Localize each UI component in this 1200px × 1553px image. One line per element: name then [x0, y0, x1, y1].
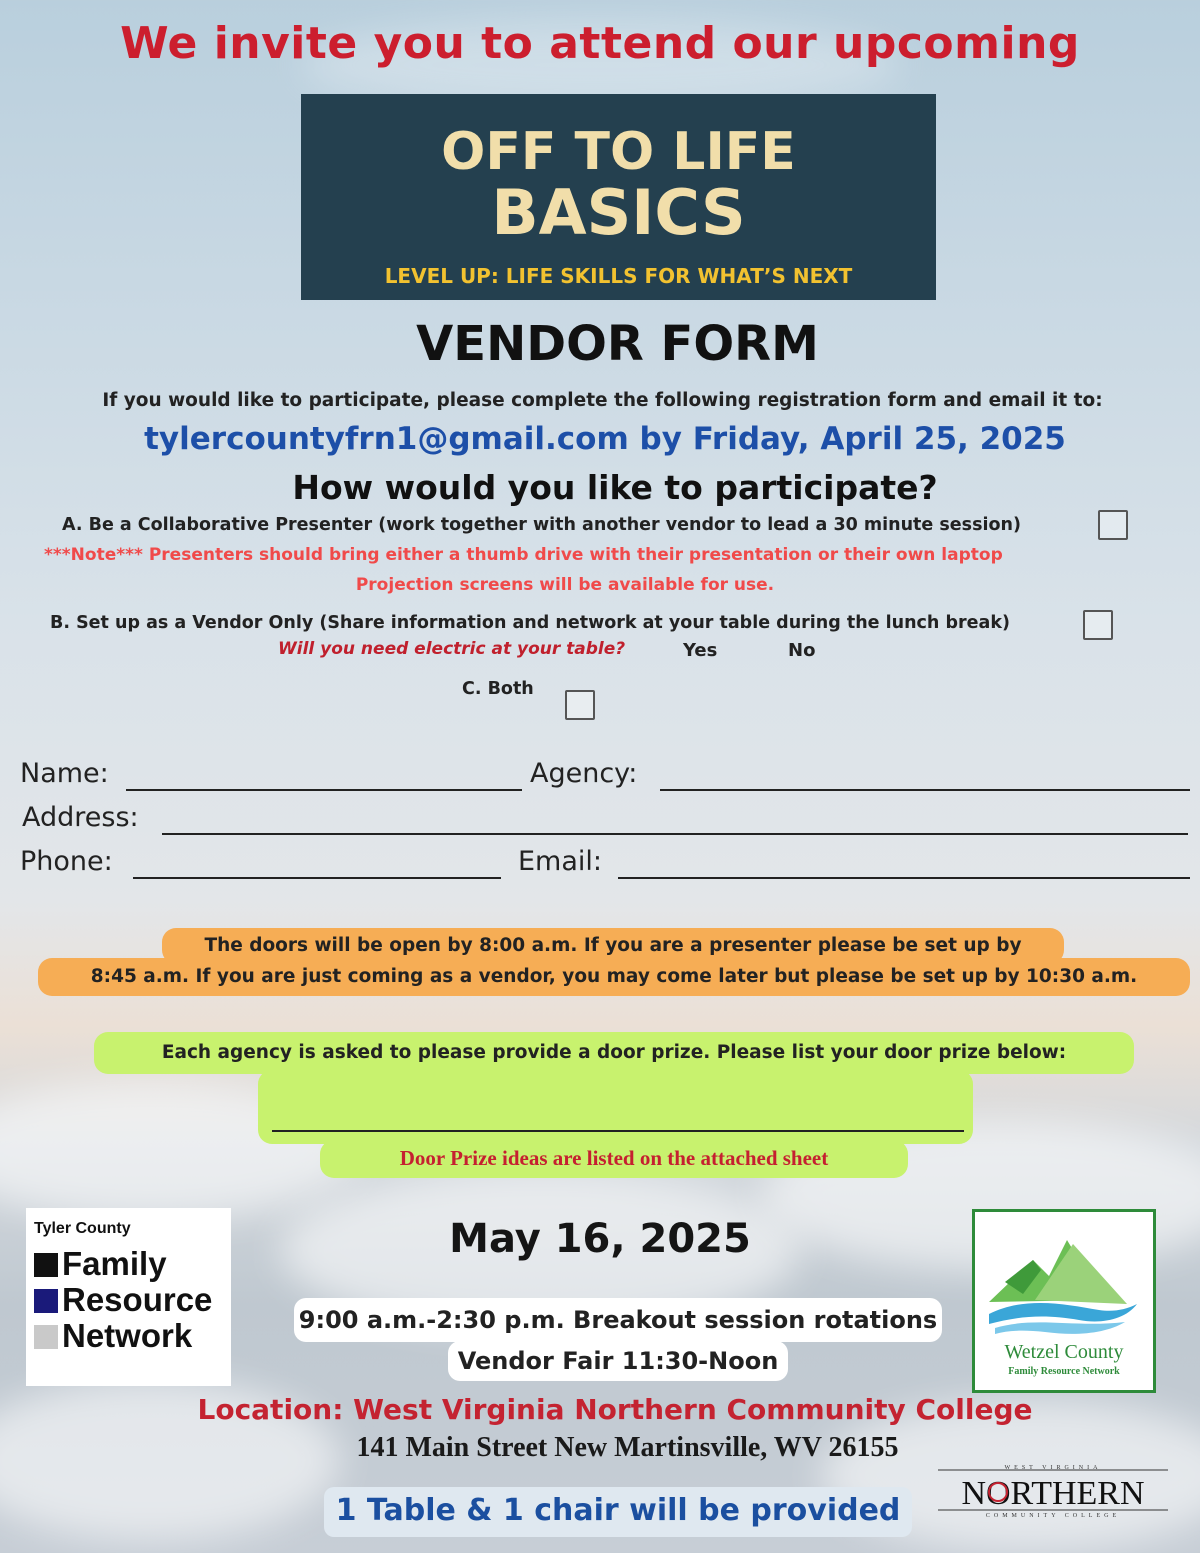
arrival-info-line1: The doors will be open by 8:00 a.m. If you are a presenter please be set up by: [162, 928, 1064, 964]
event-title-line2: BASICS: [491, 176, 746, 249]
email-label: Email:: [518, 846, 603, 877]
option-b-label: B. Set up as a Vendor Only (Share information and network at your table during the lunch break): [50, 613, 1010, 633]
option-b-checkbox[interactable]: [1083, 610, 1113, 640]
logo-text: NORTHERN: [961, 1475, 1145, 1512]
event-times: 9:00 a.m.-2:30 p.m. Breakout session rotations: [294, 1298, 942, 1342]
logo-text: Family Resource Network: [1008, 1366, 1120, 1377]
door-prize-box: [258, 1070, 973, 1144]
option-c-label: C. Both: [462, 679, 534, 699]
logo-text: Resource: [62, 1281, 213, 1318]
event-address: 141 Main Street New Martinsville, WV 26155: [356, 1432, 899, 1463]
electric-yes-option[interactable]: Yes: [683, 640, 718, 661]
form-intro: If you would like to participate, please complete the following registration form and email it to:: [102, 390, 1103, 411]
door-prize-field[interactable]: [272, 1130, 964, 1132]
event-location: Location: West Virginia Northern Community College: [197, 1393, 1033, 1426]
event-title-line1: OFF TO LIFE: [441, 122, 796, 182]
logo-text: WEST VIRGINIA: [1004, 1465, 1102, 1471]
wetzel-county-frn-logo: [972, 1209, 1156, 1393]
logo-row: [34, 1318, 192, 1354]
electric-question: Will you need electric at your table?: [278, 639, 626, 659]
option-a-label: A. Be a Collaborative Presenter (work together with another vendor to lead a 30 minute session): [62, 515, 1021, 535]
agency-label: Agency:: [530, 758, 638, 789]
name-field[interactable]: [126, 789, 522, 791]
event-title-banner: [301, 94, 936, 300]
northern-wordmark-icon: [936, 1464, 1170, 1518]
logo-row: [34, 1282, 212, 1318]
event-date: May 16, 2025: [449, 1216, 751, 1262]
event-subtitle: LEVEL UP: LIFE SKILLS FOR WHAT’S NEXT: [384, 264, 853, 288]
mountain-wave-icon: [975, 1212, 1153, 1390]
phone-label: Phone:: [20, 846, 113, 877]
email-deadline-link[interactable]: tylercountyfrn1@gmail.com by Friday, April 25, 2025: [144, 421, 1066, 457]
wv-northern-logo: [936, 1464, 1170, 1518]
option-a-checkbox[interactable]: [1098, 510, 1128, 540]
logo-text: Network: [62, 1317, 193, 1354]
presenter-note: ***Note*** Presenters should bring either a thumb drive with their presentation or their own laptop: [44, 545, 1003, 565]
invite-heading: We invite you to attend our upcoming: [120, 18, 1080, 69]
address-field[interactable]: [162, 833, 1188, 835]
email-field[interactable]: [618, 877, 1190, 879]
arrival-info-line2: 8:45 a.m. If you are just coming as a vendor, you may come later but please be set up by 10:30 a.m.: [38, 958, 1190, 996]
electric-no-option[interactable]: No: [788, 640, 816, 661]
door-prize-request: Each agency is asked to please provide a door prize. Please list your door prize below:: [94, 1032, 1134, 1074]
logo-text: Tyler County: [34, 1220, 131, 1237]
phone-field[interactable]: [133, 877, 501, 879]
square-icon: [34, 1325, 58, 1349]
form-heading: VENDOR FORM: [416, 316, 819, 372]
address-label: Address:: [22, 802, 139, 833]
logo-text: COMMUNITY COLLEGE: [985, 1513, 1121, 1518]
logo-text: Wetzel County: [1004, 1341, 1124, 1363]
projection-note: Projection screens will be available for use.: [355, 575, 775, 595]
table-chair-note: 1 Table & 1 chair will be provided: [324, 1487, 912, 1537]
logo-text: Family: [62, 1245, 167, 1282]
agency-field[interactable]: [660, 789, 1190, 791]
option-c-checkbox[interactable]: [565, 690, 595, 720]
door-prize-ideas: Door Prize ideas are listed on the attached sheet: [320, 1140, 908, 1178]
participation-question: How would you like to participate?: [292, 468, 938, 507]
vendor-fair-time: Vendor Fair 11:30-Noon: [448, 1341, 788, 1381]
square-icon: [34, 1289, 58, 1313]
name-label: Name:: [20, 758, 109, 789]
